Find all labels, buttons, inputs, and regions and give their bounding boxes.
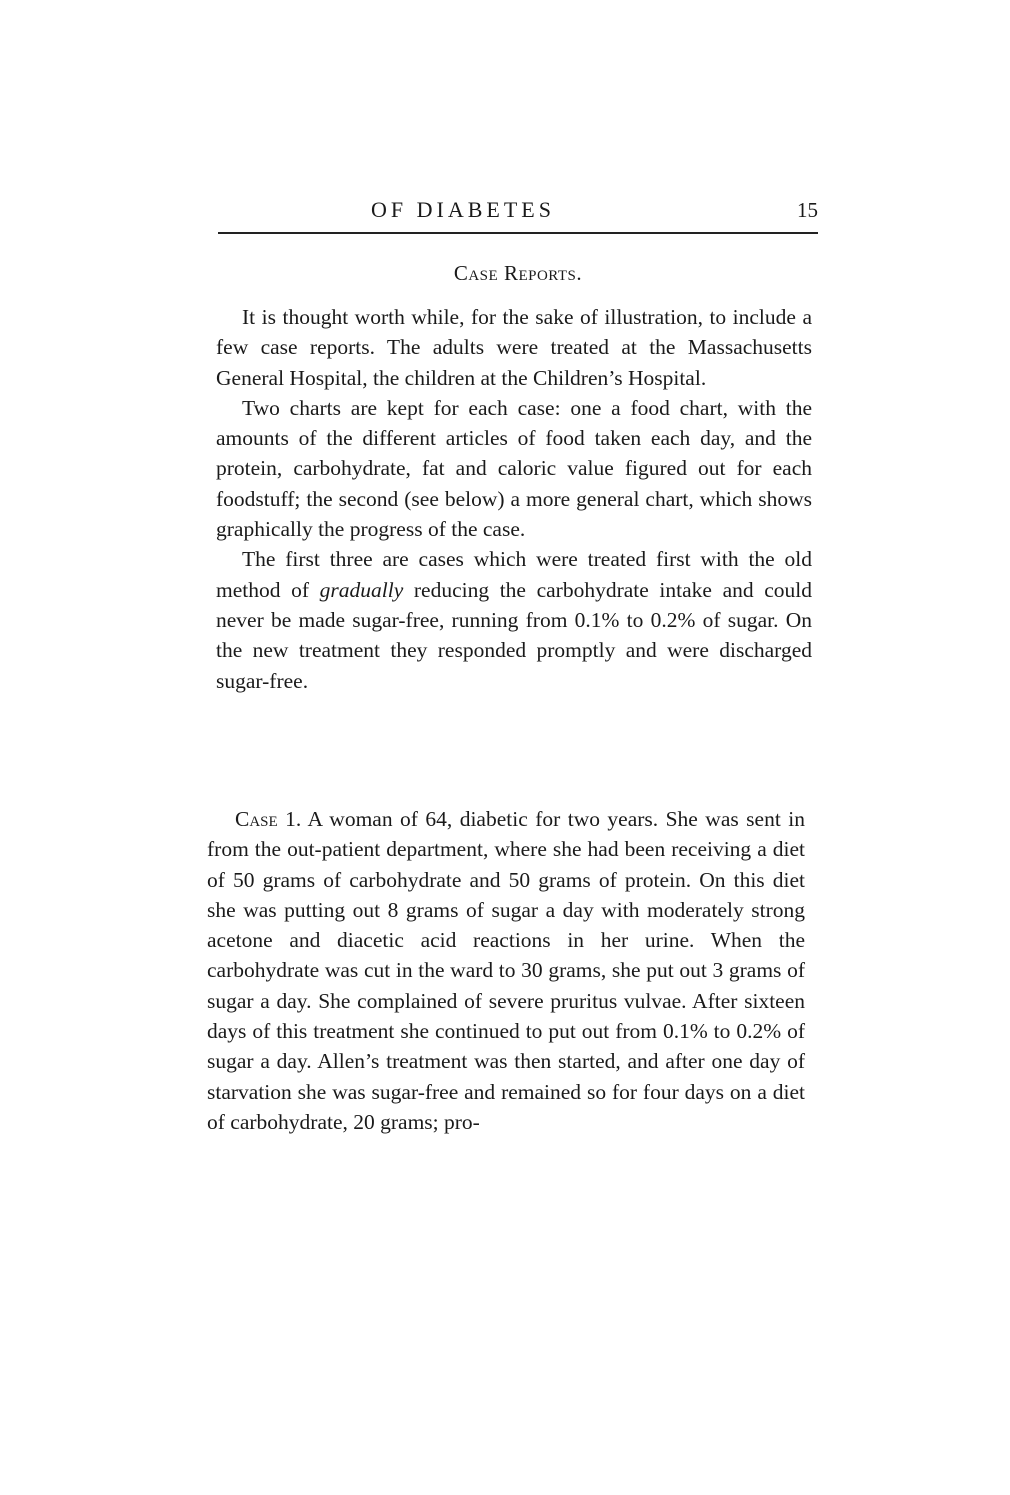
case-1-paragraph bbox=[207, 804, 805, 1137]
case-1-text: A woman of 64, diabetic for two years. She was sent in from the out-patient department, where she had been receiving a diet of 50 grams of carbohydrate and 50 grams of protein. On this diet she was putting out 8 grams of sugar a day with moderately strong acetone and diacetic acid reactions in her urine. When the carbohydrate was cut in the ward to 30 grams, she put out 3 grams of sugar a day. She complained of severe pruritus vulvae. After sixteen days of this treatment she continued to put out from 0.1% to 0.2% of sugar a day. Allen’s treatment was then started, and after one day of starvation she was sugar-free and remained so for four days on a diet of carbohydrate, 20 grams; pro- bbox=[207, 807, 805, 1134]
header-rule bbox=[218, 232, 818, 234]
page-number: 15 bbox=[797, 198, 818, 222]
paragraph-3 bbox=[216, 544, 812, 695]
paragraph-3-start: The first three are cases which were treated first with the old method of bbox=[216, 547, 812, 602]
section-heading: Case Reports. bbox=[453, 261, 583, 285]
intro-text bbox=[216, 302, 812, 696]
case-1-label: Case 1. bbox=[235, 807, 302, 831]
case-1-report bbox=[207, 804, 805, 1137]
paragraph-3-end: reducing the carbohydrate intake and could never be made sugar-free, running from 0.1% to 0.2% of sugar. On the new treatment they responded promptly and were discharged sugar-free. bbox=[216, 577, 812, 693]
page-header bbox=[218, 196, 818, 226]
emphasis-gradually: gradually bbox=[319, 577, 404, 602]
running-head: OF DIABETES bbox=[371, 197, 555, 222]
paragraph-2: Two charts are kept for each case: one a food chart, with the amounts of the different articles of food taken each day, and the protein, carbohydrate, fat and caloric value figured out for each foodstuff; the second (see below) a more general chart, which shows graphically the progress of the case. bbox=[216, 395, 812, 542]
paragraph-1: It is thought worth while, for the sake of illustration, to include a few case reports. The adults were treated at the Massachusetts General Hospital, the children at the Children’s Hospital. bbox=[216, 305, 812, 390]
